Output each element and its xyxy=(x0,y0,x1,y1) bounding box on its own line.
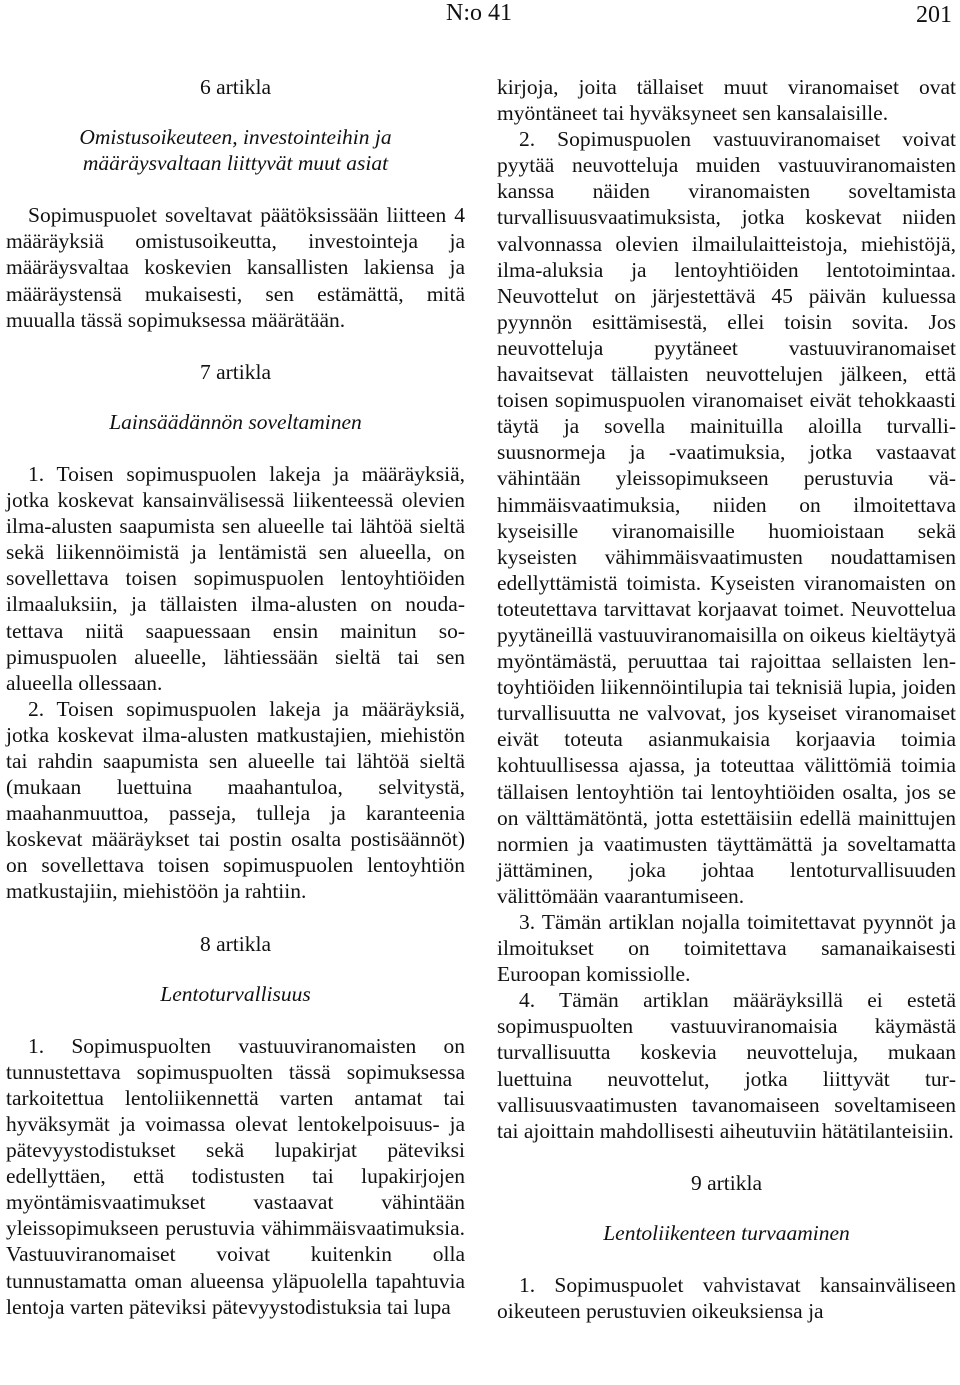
article-paragraph-1: 1. Sopimuspuolet vahvistavat kansainväliseen oikeuteen perustuvien oikeuksiensa ja xyxy=(497,1273,956,1324)
article-paragraph: Sopimuspuolet soveltavat päätöksissään liitteen 4 määräyksiä omistusoikeutta, investointeja ja määräysvaltaa koskevien kansallisten lakiensa ja määräystensä mukaisesti, sen estämättä, mitä muualla tässä sopimuksessa määrätään. xyxy=(6,203,465,332)
page-number: 201 xyxy=(916,2,952,28)
issue-number: N:o 41 xyxy=(446,0,512,26)
article-subtitle-line-1: Omistusoikeuteen, investointeihin ja xyxy=(79,125,392,150)
article-8 xyxy=(6,931,465,1320)
article-paragraph-3: 3. Tämän artiklan nojalla toimitettavat pyynnöt ja ilmoitukset on toimitettava samanaikaisesti Euroopan komissiolle. xyxy=(497,910,956,987)
article-paragraph-1: 1. Toisen sopimuspuolen lakeja ja määräyksiä, jotka koskevat kansainvälisessä liikenteessä olevien ilma-alusten saapumista sen alueelle tai lähtöä sieltä sekä liikennöimistä ja lentämistä sen alueella, on sovellettava toisen sopimuspuolen lentoyhtiöiden ilmaaluksiin, ja tällaisten ilma-alusten on noudatettava niitä saapuessaan ensin mainitun sopimuspuolen alueelle, lähtiessään sieltä tai sen alueella ollessaan. xyxy=(6,461,465,695)
article-6 xyxy=(6,74,465,333)
article-heading: 6 artikla xyxy=(199,75,272,99)
article-subtitle: Lentoturvallisuus xyxy=(160,981,311,1006)
article-9 xyxy=(497,1170,956,1324)
right-column xyxy=(497,74,956,1324)
article-subtitle: Lainsäädännön soveltaminen xyxy=(109,409,362,434)
article-paragraph-1: 1. Sopimuspuolten vastuuviranomaisten on tunnustettava sopimuspuolten tässä sopimuksessa tarkoitettua lentoliikennettä varten antamat tai hyväksymät ja voimassa olevat lentokelpoisuus- ja pätevyystodistukset sekä lupakirjat päteviksi edellyttäen, että todistusten tai lupakirjojen myöntämisvaatimukset vastaavat vähintään yleissopimukseen perustuvia vähimmäisvaatimuksia. Vastuuviranomaiset voivat kuitenkin olla tunnustamatta oman alueensa yläpuolella tapahtuvia lentoja varten päteviksi pätevyystodistuksia tai lupa xyxy=(6,1033,465,1319)
article-7 xyxy=(6,359,465,905)
article-subtitle: Lentoliikenteen turvaaminen xyxy=(603,1220,850,1245)
article-paragraph-2: 2. Sopimuspuolen vastuuviranomaiset voivat pyytää neuvotteluja muiden vastuuviranomaisten kanssa näiden viranomaisten soveltamista turvallisuusvaatimuksista, jotka koskevat niiden valvonnassa olevien ilmailulaitteistoja, miehistöjä, ilma-aluksia ja lentoyhtiöiden lentotoimintaa. Neuvottelut on järjestettävä 45 päivän kuluessa pyynnön esittämisestä, ellei toisin sovita. Jos neuvotteluja pyytäneet vastuuviranomaiset havaitsevat tällaisten neuvottelujen jälkeen, että toisen sopimuspuolen viranomaiset eivät tehokkaasti täytä ja sovella mainituilla aloilla turvallisuusnormeja ja -vaatimuksia, jotka vastaavat vähintään yleissopimukseen perustuvia vähimmäisvaatimuksia, niiden on ilmoitettava kyseisille viranomaisille huomioistaan sekä kyseisten vähimmäisvaatimusten noudattamisen edellyttämistä toimista. Kyseisten viranomaisten on toteutettava tarvittavat korjaavat toimet. Neuvottelua pyytäneillä vastuuviranomaisilla on oikeus kieltäytyä myöntämästä, peruuttaa tai rajoittaa sellaisten lentoyhtiöiden liikennöintilupia tai teknisiä lupia, joiden turvallisuutta ne valvovat, jos kyseiset viranomaiset eivät toteuta asianmukaisia korjaavia toimia kohtuullisessa ajassa, ja toteuttaa välittömiä toimia tällaisen lentoyhtiön tai lentoyhtiöiden osalta, jos se on välttämätöntä, jotta estettäisiin edellä mainittujen normien ja vaatimusten täyttämättä ja soveltamatta jättäminen, joka johtaa lentoturvallisuuden välittömään vaarantumiseen. xyxy=(497,127,956,908)
article-paragraph-1-continued: kirjoja, joita tällaiset muut viranomaiset ovat myöntäneet tai hyväksyneet sen kansalaisille. xyxy=(497,75,956,126)
article-paragraph-2: 2. Toisen sopimuspuolen lakeja ja määräyksiä, jotka koskevat ilma-alusten matkustajien, miehistön tai rahdin saapumista sen alueelle tai lähtöä sieltä (mukaan luettuina maahantuloa, selvitystä, maahanmuuttoa, passeja, tulleja ja karanteenia koskevat määräykset tai postin osalta postisäännöt) on sovellettava toisen sopimuspuolen lentoyhtiön matkustajiin, miehistöön ja rahtiin. xyxy=(6,696,465,904)
left-column xyxy=(6,74,465,1320)
article-heading: 8 artikla xyxy=(199,931,272,956)
page-header xyxy=(0,0,960,34)
article-heading: 7 artikla xyxy=(199,359,272,384)
article-8-continued xyxy=(497,74,956,1144)
article-heading: 9 artikla xyxy=(690,1170,763,1195)
article-subtitle-line-2: määräysvaltaan liittyvät muut asiat xyxy=(82,151,389,176)
article-paragraph-4: 4. Tämän artiklan määräyksillä ei estetä sopimuspuolten vastuuviranomaisia käymästä turvallisuutta koskevia neuvotteluja, mukaan luettuina neuvottelut, jotka liittyvät turvallisuusvaatimusten tavanomaiseen soveltamiseen tai ajoittain mahdollisesti aiheutuviin hätätilanteisiin. xyxy=(497,988,956,1143)
